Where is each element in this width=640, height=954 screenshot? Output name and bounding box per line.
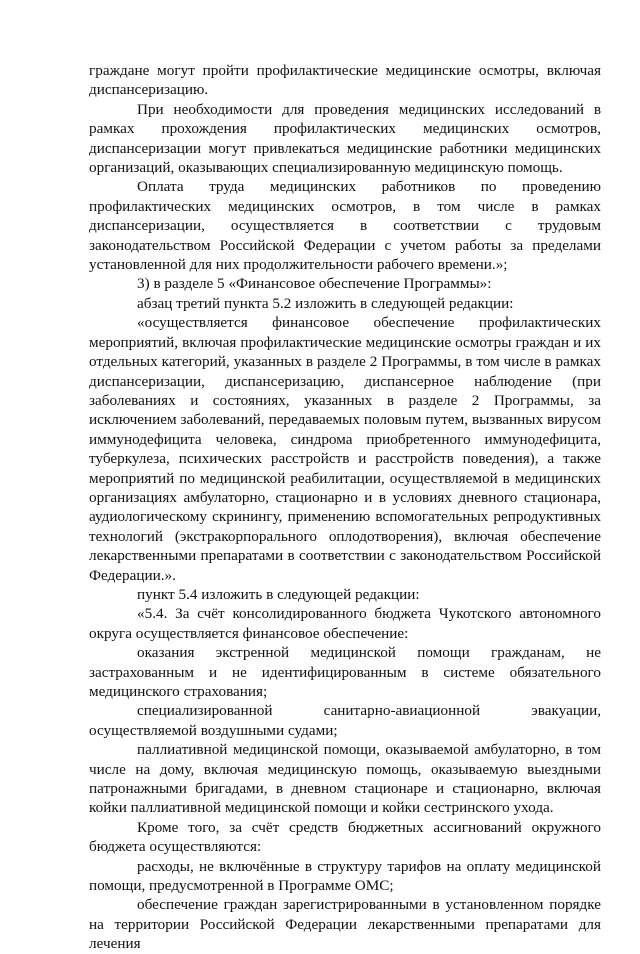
paragraph-7: пункт 5.4 изложить в следующей редакции: — [137, 585, 420, 603]
paragraph-2: При необходимости для проведения медицинских исследований в рамках прохождения профилактических медицинских осмотров, диспансеризации могут привлекаться медицинские работники медицинских организаций, оказывающих специализированную медицинскую помощь. — [89, 100, 601, 177]
paragraph-5: абзац третий пункта 5.2 изложить в следующей редакции: — [137, 294, 514, 312]
document-body — [89, 61, 601, 954]
paragraph-13: расходы, не включённые в структуру тарифов на оплату медицинской помощи, предусмотренной в Программе ОМС; — [89, 857, 601, 895]
paragraph-6: «осуществляется финансовое обеспечение профилактических мероприятий, включая профилактические медицинские осмотры граждан и их отдельных категорий, указанных в разделе 2 Программы, в том числе в рамках диспансеризации, диспансеризацию, диспансерное наблюдение (при заболеваниях и состояниях, указанных в разделе 2 Программы, за исключением заболеваний, передаваемых половым путем, вызванных вирусом иммунодефицита человека, синдрома приобретенного иммунодефицита, туберкулеза, психических расстройств и расстройств поведения), а также мероприятий по медицинской реабилитации, осуществляемой в медицинских организациях амбулаторно, стационарно и в условиях дневного стационара, аудиологическому скринингу, применению вспомогательных репродуктивных технологий (экстракорпорального оплодотворения), включая обеспечение лекарственными препаратами в соответствии с законодательством Российской Федерации.». — [89, 314, 601, 584]
paragraph-11: паллиативной медицинской помощи, оказываемой амбулаторно, в том числе на дому, включая медицинскую помощь, оказываемую выездными патронажными бригадами, в дневном стационаре и стационарно, включая койки паллиативной медицинской помощи и койки сестринского ухода. — [89, 741, 601, 817]
paragraph-4: 3) в разделе 5 «Финансовое обеспечение Программы»: — [137, 275, 492, 293]
paragraph-14: обеспечение граждан зарегистрированными в установленном порядке на территории Российской Федерации лекарственными препаратами для лечения — [89, 896, 601, 953]
paragraph-8: «5.4. За счёт консолидированного бюджета Чукотского автономного округа осуществляется финансовое обеспечение: — [89, 605, 601, 642]
paragraph-3: Оплата труда медицинских работников по проведению профилактических медицинских осмотров, в том числе в рамках диспансеризации, осуществляется в соответствии с трудовым законодательством Российской Федерации с учетом работы за пределами установленной для них продолжительности рабочего времени.»; — [89, 178, 601, 274]
paragraph-9: оказания экстренной медицинской помощи гражданам, не застрахованным и не идентифицированным в системе обязательного медицинского страхования; — [89, 644, 601, 700]
paragraph-1: граждане могут пройти профилактические медицинские осмотры, включая диспансеризацию. — [89, 62, 601, 99]
paragraph-12: Кроме того, за счёт средств бюджетных ассигнований окружного бюджета осуществляются: — [89, 818, 601, 856]
paragraph-10: специализированной санитарно-авиационной эвакуации, осуществляемой воздушными судами; — [89, 702, 601, 739]
